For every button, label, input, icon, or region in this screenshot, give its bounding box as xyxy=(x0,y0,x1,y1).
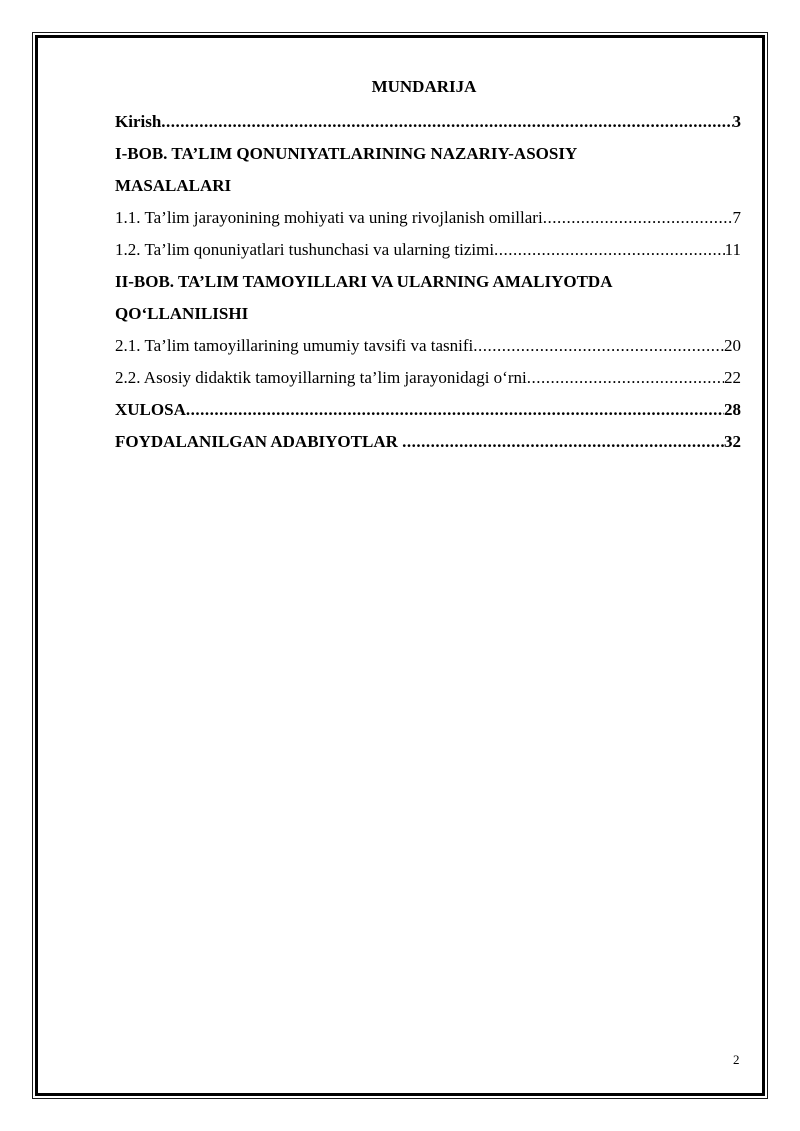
toc-entry-page: 7 xyxy=(732,208,741,227)
dot-leader xyxy=(402,426,724,458)
toc-entry-section-1-1[interactable] xyxy=(115,202,741,234)
toc-entry-label: 2.1. Ta’lim tamoyillarining umumiy tavsifi va tasnifi xyxy=(115,336,474,355)
dot-leader xyxy=(186,394,724,426)
toc-entry-conclusion[interactable] xyxy=(115,394,741,426)
toc-entry-section-2-2[interactable] xyxy=(115,362,741,394)
toc-entry-page: 20 xyxy=(724,336,741,355)
toc-entry-label: FOYDALANILGAN ADABIYOTLAR xyxy=(115,432,403,451)
chapter-1-title-line-1[interactable]: I-BOB. TA’LIM QONUNIYATLARINING NAZARIY-ASOSIY xyxy=(115,144,578,163)
toc-entry-intro[interactable] xyxy=(115,106,741,138)
page-number: 2 xyxy=(733,1052,740,1067)
toc-entry-section-1-2[interactable] xyxy=(115,234,741,266)
chapter-2-title-line-1[interactable]: II-BOB. TA’LIM TAMOYILLARI VA ULARNING AMALIYOTDA xyxy=(115,272,613,291)
chapter-2-title-line-2[interactable]: QO‘LLANILISHI xyxy=(115,304,249,323)
toc-entry-label: 2.2. Asosiy didaktik tamoyillarning ta’lim jarayonidagi o‘rni xyxy=(115,368,527,387)
dot-leader xyxy=(473,330,724,362)
toc-entry-references[interactable] xyxy=(115,426,741,458)
toc-title: MUNDARIJA xyxy=(371,77,477,96)
toc-entry-page: 11 xyxy=(724,240,741,259)
table-of-contents xyxy=(115,106,741,458)
toc-entry-page: 22 xyxy=(724,368,741,387)
dot-leader xyxy=(494,234,725,266)
dot-leader xyxy=(543,202,733,234)
chapter-1-title-line-2[interactable]: MASALALARI xyxy=(115,176,232,195)
toc-entry-page: 32 xyxy=(724,432,741,451)
toc-entry-label: XULOSA xyxy=(115,400,186,419)
toc-entry-label: 1.2. Ta’lim qonuniyatlari tushunchasi va ularning tizimi xyxy=(115,240,495,259)
dot-leader xyxy=(527,362,724,394)
toc-entry-section-2-1[interactable] xyxy=(115,330,741,362)
toc-entry-page: 3 xyxy=(732,112,741,131)
dot-leader xyxy=(161,106,732,138)
toc-entry-page: 28 xyxy=(724,400,741,419)
toc-entry-label: 1.1. Ta’lim jarayonining mohiyati va uning rivojlanish omillari xyxy=(115,208,543,227)
toc-entry-label: Kirish xyxy=(115,112,162,131)
